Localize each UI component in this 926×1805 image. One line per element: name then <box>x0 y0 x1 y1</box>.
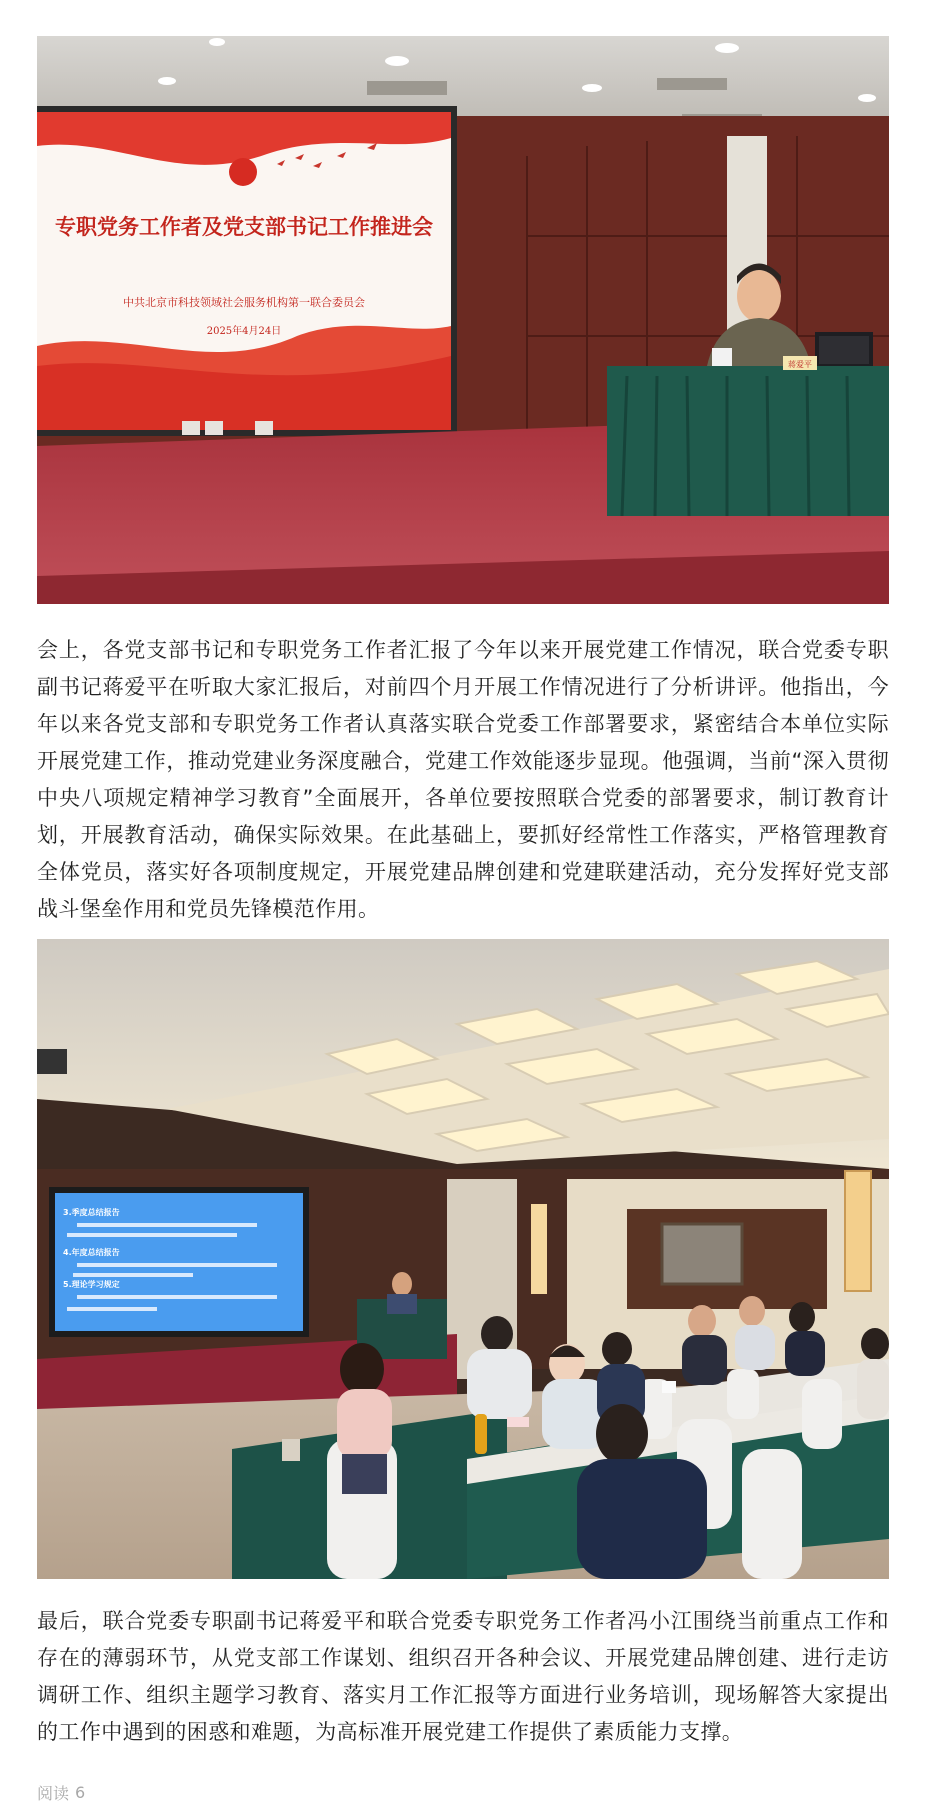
read-count-label: 阅读 <box>37 1784 70 1803</box>
article-paragraph: 会上，各党支部书记和专职党务工作者汇报了今年以来开展党建工作情况，联合党委专职副书记蒋爱平在听取大家汇报后，对前四个月开展工作情况进行了分析讲评。他指出，今年以来各党支部和专职党务工作者认真落实联合党委工作部署要求，紧密结合本单位实际开展党建工作，推动党建业务深度融合，党建工作效能逐步显现。他强调，当前“深入贯彻中央八项规定精神学习教育”全面展开，各单位要按照联合党委的部署要求，制订教育计划，开展教育活动，确保实际效果。在此基础上，要抓好经常性工作落实，严格管理教育全体党员，落实好各项制度规定，开展党建品牌创建和党建联建活动，充分发挥好党支部战斗堡垒作用和党员先锋模范作用。 <box>37 638 889 921</box>
read-count-value: 6 <box>75 1783 86 1802</box>
meeting-photo-speaker-image <box>37 36 889 604</box>
nameplate: 蒋爱平 <box>788 360 812 369</box>
meeting-photo-attendees <box>37 939 889 1579</box>
article-paragraph: 最后，联合党委专职副书记蒋爱平和联合党委专职党务工作者冯小江围绕当前重点工作和存在的薄弱环节，从党支部工作谋划、组织召开各种会议、开展党建品牌创建、进行走访调研工作、组织主题学习教育、落实月工作汇报等方面进行业务培训，现场解答大家提出的工作中遇到的困惑和难题，为高标准开展党建工作提供了素质能力支撑。 <box>37 1609 889 1744</box>
meeting-photo-speaker <box>37 36 889 604</box>
meeting-photo-attendees-image <box>37 939 889 1579</box>
read-count <box>37 1781 85 1804</box>
slide-organization: 中共北京市科技领域社会服务机构第一联合委员会 <box>123 296 365 309</box>
screen-line: 4.年度总结报告 <box>63 1248 120 1257</box>
screen-line: 5.理论学习规定 <box>63 1280 120 1289</box>
slide-title: 专职党务工作者及党支部书记工作推进会 <box>55 214 433 239</box>
slide-date: 2025年4月24日 <box>206 326 282 337</box>
screen-line: 3.季度总结报告 <box>63 1208 120 1217</box>
